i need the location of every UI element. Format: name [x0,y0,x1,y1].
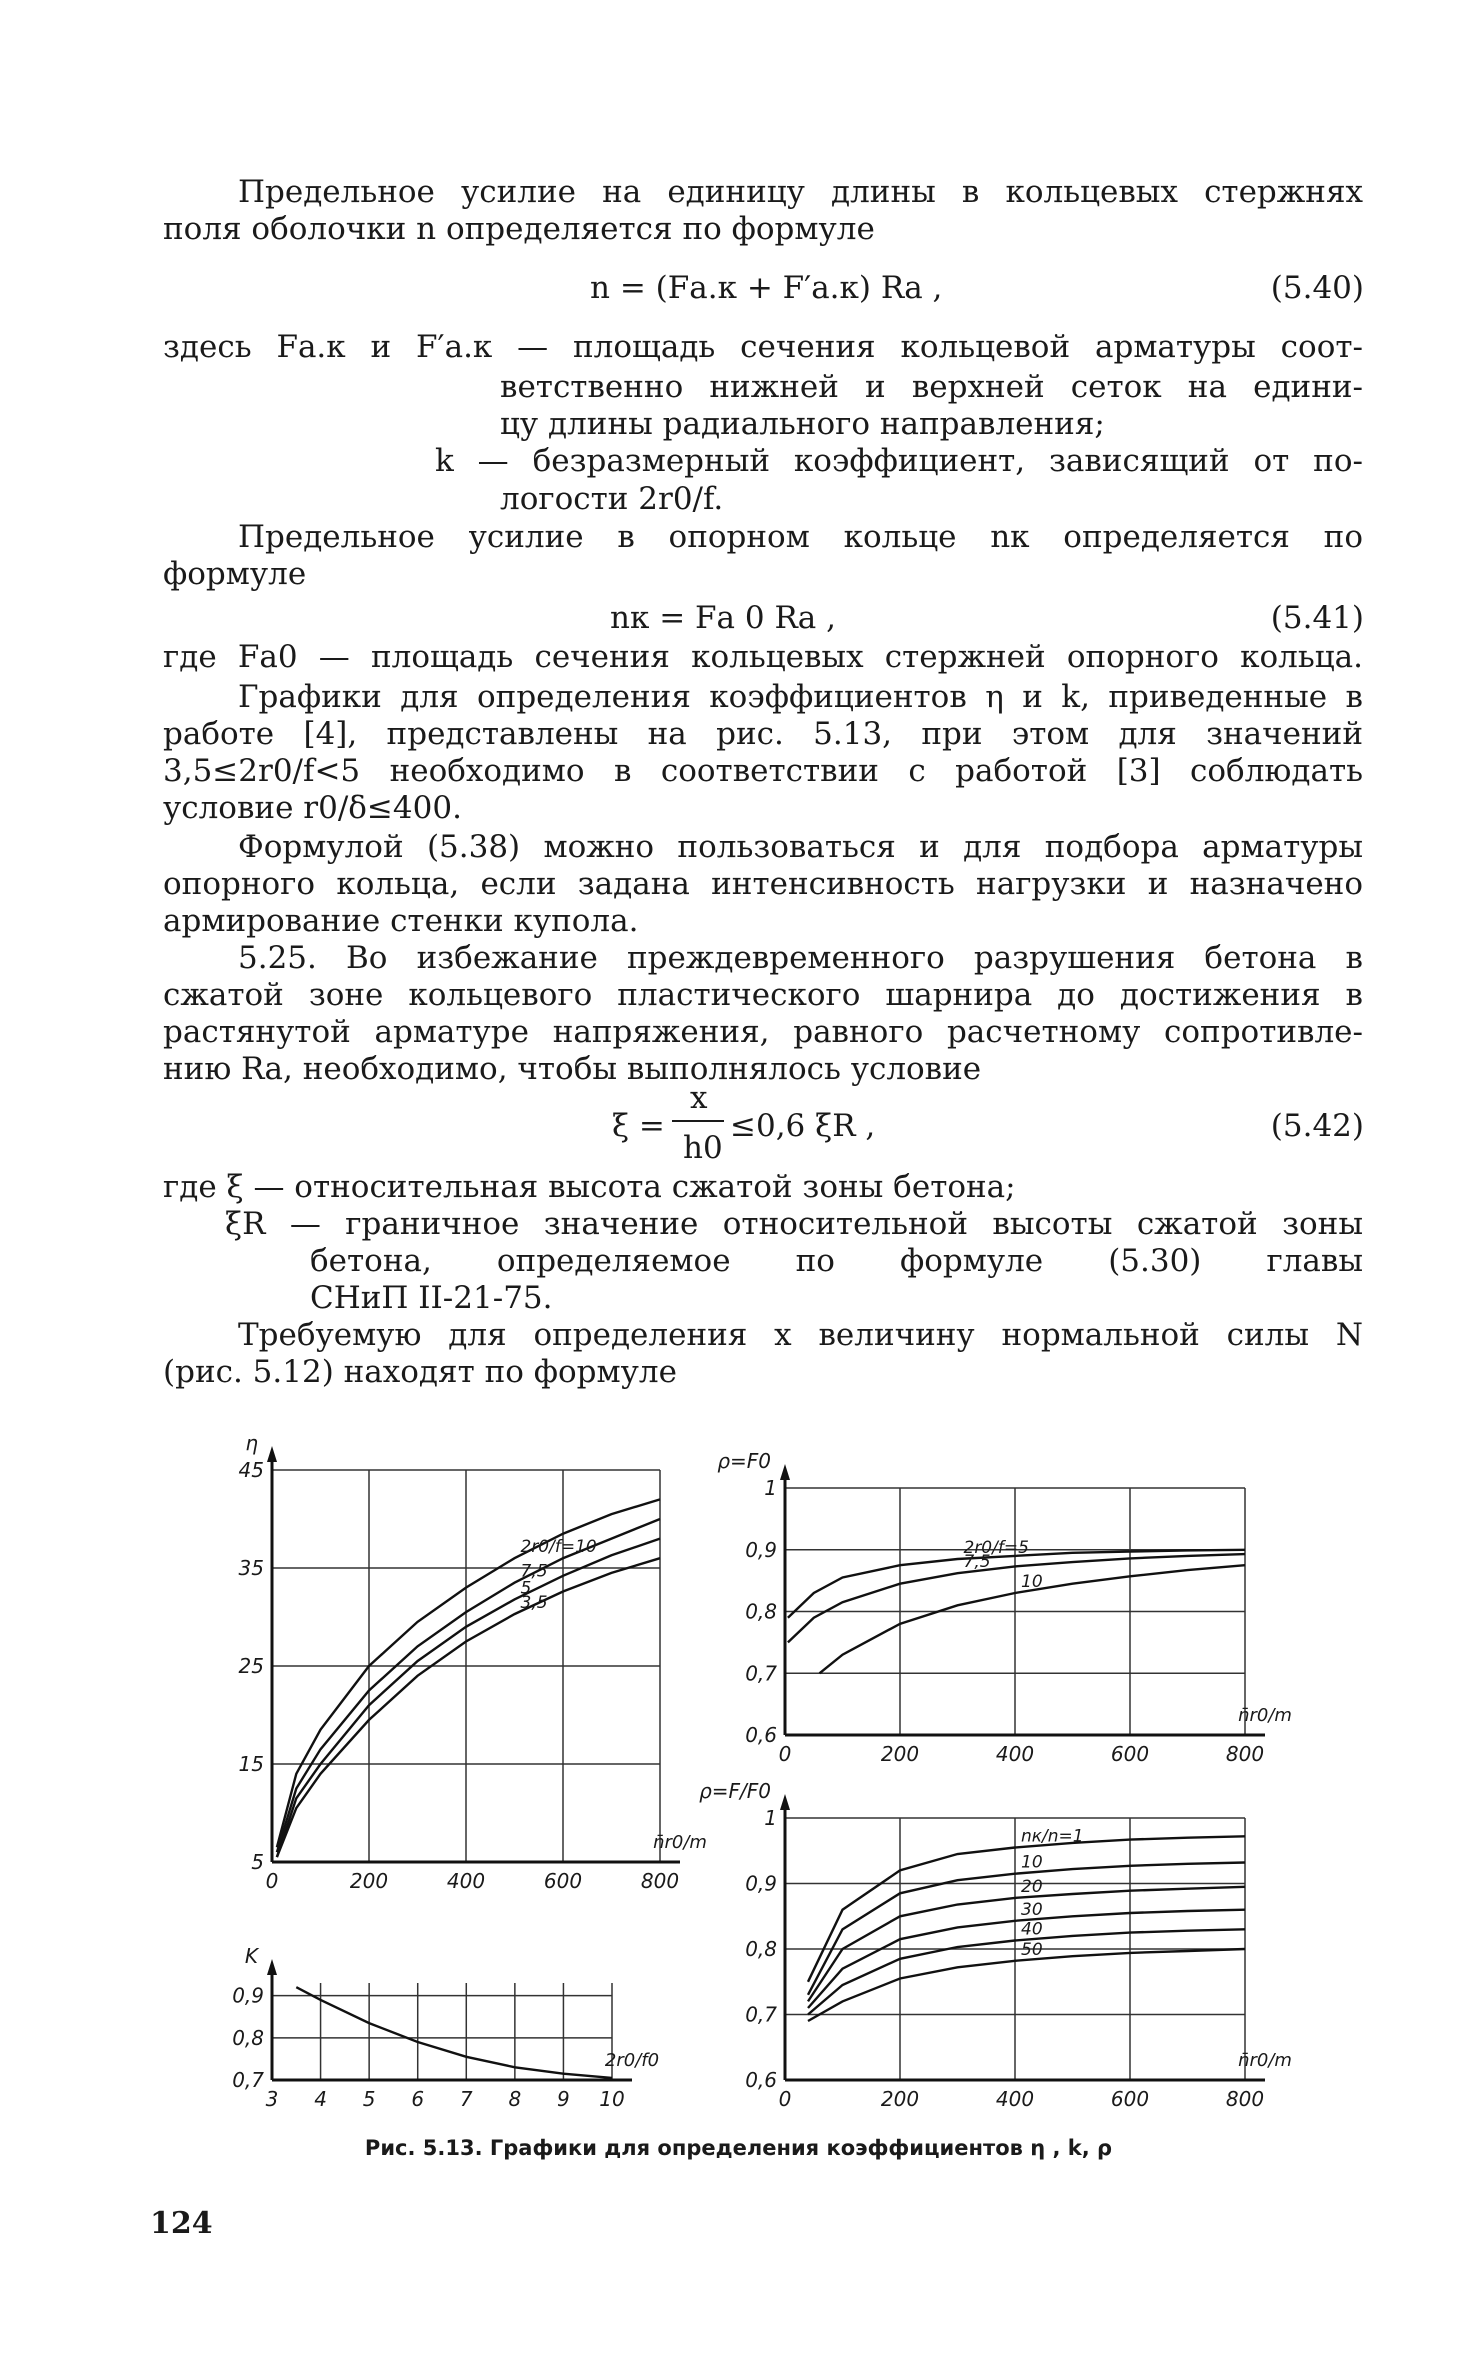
x-tick-label: 5 [362,2087,376,2111]
series-label: 3,5 [520,1593,548,1614]
text-line: СНиП II-21-75. [310,1280,553,1316]
text-line: (рис. 5.12) находят по формуле [163,1354,677,1390]
text-line: где ξ — относительная высота сжатой зоны бетона; [163,1169,1016,1205]
formula-5-42-numerator: x [690,1080,708,1116]
equation-number: (5.40) [1270,270,1364,306]
y-tick-label: 0,6 [745,1723,777,1747]
y-tick-label: 0,7 [745,2002,777,2027]
y-tick-label: 0,9 [745,1871,777,1896]
y-tick-label: 0,9 [745,1537,777,1562]
x-tick-label: 400 [995,1742,1035,1766]
text-line: Предельное усилие на единицу длины в кольцевых стержнях [238,174,1363,210]
series-label: 20 [1021,1876,1043,1897]
equation-number: (5.42) [1270,1108,1364,1144]
text-line: поля оболочки n определяется по формуле [163,211,875,247]
y-tick-label: 0,8 [232,2025,264,2050]
series-line [277,1519,660,1852]
x-tick-label: 600 [543,1869,583,1893]
formula-5-41: nк = Fа 0 Rа , [610,600,836,636]
chart-panel-1 [267,1446,680,1862]
x-tick-label: 200 [880,2087,920,2111]
y-axis-arrow [267,1446,277,1462]
formula-5-40: n = (Fа.к + F′а.к) Rа , [590,270,943,306]
equation-number: (5.41) [1270,600,1364,636]
y-tick-label: 1 [764,1476,777,1500]
text-line: опорного кольца, если задана интенсивность нагрузки и назначено [163,866,1363,902]
x-tick-label: 0 [778,1742,792,1766]
x-tick-label: 7 [459,2087,473,2111]
text-line: логости 2r0/f. [500,481,724,517]
series-line [277,1499,660,1847]
x-tick-label: 200 [349,1869,389,1893]
y-axis-label: η [245,1431,258,1455]
y-axis-arrow [780,1464,790,1480]
series-line [277,1558,660,1857]
x-tick-label: 4 [314,2087,327,2111]
y-tick-label: 25 [238,1654,264,1678]
y-axis-arrow [267,1959,277,1975]
x-axis-label: n̄r0/m [1238,2050,1292,2071]
x-tick-label: 400 [995,2087,1035,2111]
series-label: 2r0/f=5 [963,1538,1029,1559]
y-tick-label: 5 [251,1850,264,1874]
text-line: сжатой зоне кольцевого пластического шарнира до достижения в [163,977,1363,1013]
formula-5-42-lhs: ξ = [612,1108,665,1144]
x-tick-label: 6 [411,2087,425,2111]
text-line: нию Rа, необходимо, чтобы выполнялось условие [163,1051,982,1087]
y-tick-label: 1 [764,1806,777,1830]
y-tick-label: 35 [238,1556,264,1580]
y-axis-label: K [244,1944,258,1968]
y-tick-label: 45 [238,1458,264,1482]
x-tick-label: 800 [1225,2087,1265,2111]
series-label: 10 [1021,1571,1043,1592]
x-tick-label: 9 [557,2087,570,2111]
series-label: 7,5 [963,1552,991,1573]
y-tick-label: 0,6 [745,2068,777,2092]
series-label: nк/n=1 [1021,1826,1084,1847]
y-tick-label: 15 [238,1752,264,1776]
x-axis-label: n̄r0/m [653,1832,707,1853]
y-axis-label: ρ=F0 [717,1449,771,1473]
text-line: работе [4], представлены на рис. 5.13, при этом для значений [163,716,1363,752]
series-label: 5 [520,1578,532,1599]
x-tick-label: 10 [599,2087,625,2111]
x-tick-label: 3 [265,2087,279,2111]
text-line: k — безразмерный коэффициент, зависящий от по- [435,443,1363,479]
chart-panel-2 [780,1464,1265,1735]
text-line: условие r0/δ≤400. [163,790,462,826]
text-line: Требуемую для определения x величину нормальной силы N [238,1317,1363,1353]
text-line: ветственно нижней и верхней сеток на едини- [500,369,1363,405]
formula-5-42-rhs: ≤0,6 ξR , [730,1108,876,1144]
x-tick-label: 800 [640,1869,680,1893]
series-line [296,1987,612,2078]
x-tick-label: 8 [508,2087,522,2111]
series-line [788,1554,1245,1642]
text-line: формуле [163,556,307,592]
y-tick-label: 0,7 [745,1661,777,1686]
series-line [788,1550,1245,1618]
x-tick-label: 0 [265,1869,279,1893]
text-line: Графики для определения коэффициентов η и k, приведенные в [238,679,1363,715]
x-tick-label: 400 [446,1869,486,1893]
y-axis-label: ρ=F/F0 [699,1779,771,1803]
text-line: армирование стенки купола. [163,903,639,939]
text-line: где Fа0 — площадь сечения кольцевых стержней опорного кольца. [163,639,1363,675]
text-line: 5.25. Во избежание преждевременного разрушения бетона в [238,940,1363,976]
figure-caption: Рис. 5.13. Графики для определения коэффициентов η , k, ρ [364,2136,1113,2160]
text-line: 3,5≤2r0/f<5 необходимо в соответствии с работой [3] соблюдать [163,753,1363,789]
series-line [808,1949,1245,2021]
x-axis-label: 2r0/f0 [604,2050,660,2071]
x-tick-label: 600 [1110,1742,1150,1766]
formula-5-42-denominator: h0 [683,1130,723,1166]
x-axis-label: n̄r0/m [1238,1705,1292,1726]
series-label: 7,5 [520,1561,548,1582]
text-line: здесь Fа.к и F′а.к — площадь сечения кольцевой арматуры соот- [163,329,1363,365]
x-tick-label: 200 [880,1742,920,1766]
y-axis-arrow [780,1794,790,1810]
y-tick-label: 0,8 [745,1599,777,1624]
x-tick-label: 800 [1225,1742,1265,1766]
text-line: ξR — граничное значение относительной высоты сжатой зоны [225,1206,1363,1242]
text-line: Формулой (5.38) можно пользоваться и для подбора арматуры [238,829,1363,865]
x-tick-label: 600 [1110,2087,1150,2111]
series-label: 30 [1021,1899,1043,1920]
y-tick-label: 0,7 [232,2068,264,2092]
y-tick-label: 0,8 [745,1937,777,1961]
text-line: цу длины радиального направления; [500,406,1105,442]
text-line: бетона, определяемое по формуле (5.30) главы [310,1243,1363,1279]
series-label: 40 [1021,1919,1043,1940]
text-line: Предельное усилие в опорном кольце nк определяется по [238,519,1363,555]
series-label: 10 [1021,1852,1043,1873]
text-line: растянутой арматуре напряжения, равного расчетному сопротивле- [163,1014,1363,1050]
x-tick-label: 0 [778,2087,792,2111]
series-label: 2r0/f=10 [520,1537,597,1558]
y-tick-label: 0,9 [232,1983,264,2008]
chart-panel-4 [267,1959,632,2080]
page-number: 124 [150,2206,213,2241]
series-label: 50 [1021,1939,1043,1960]
